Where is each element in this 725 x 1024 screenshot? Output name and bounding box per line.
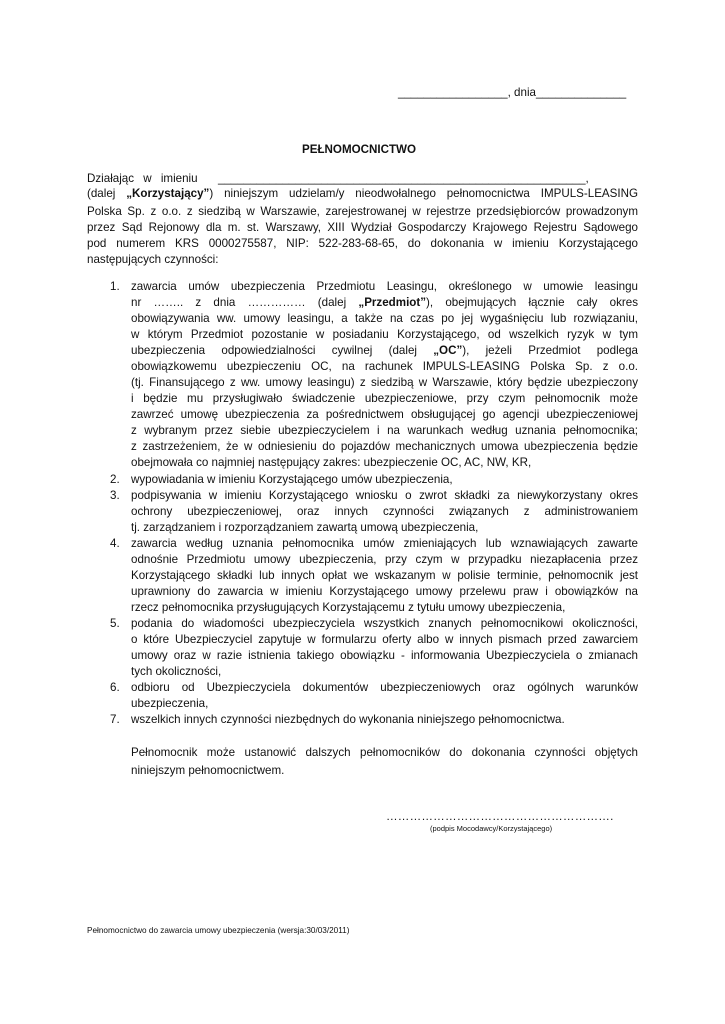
item-1-line-1: zawarcia umów ubezpieczenia Przedmiotu Leasingu, określonego w umowie leasingu [131, 280, 638, 293]
item-3-number: 3. [110, 489, 120, 502]
intro-line-3: Polska Sp. z o.o. z siedzibą w Warszawie, zarejestrowanej w rejestrze przedsiębiorców prowadzonym [87, 205, 638, 218]
item-4-line-3: Korzystającego składki lub innych opłat we wskazanym w polisie terminie, pełnomocnik jest [131, 569, 638, 582]
place-date-line: _________________, dnia______________ [398, 86, 627, 99]
item-1-number: 1. [110, 280, 120, 293]
intro-line-4: przez Sąd Rejonowy dla m. st. Warszawy, XIII Wydział Gospodarczy Krajowego Rejestru Sądowego [87, 221, 638, 234]
item-1-line-5-post: ), jeżeli Przedmiot podlega [462, 344, 638, 357]
item-4-number: 4. [110, 537, 120, 550]
footer-version: Pełnomocnictwo do zawarcia umowy ubezpieczenia (wersja:30/03/2011) [87, 926, 350, 935]
item-6-number: 6. [110, 681, 120, 694]
signature-caption: (podpis Mocodawcy/Korzystającego) [430, 824, 553, 833]
item-5-line-2: o które Ubezpieczyciel zapytuje w formularzu oferty albo w innych pismach przed zawarciem [131, 633, 638, 646]
item-1-line-7: (tj. Finansującego z ww. umowy leasingu) z siedzibą w Warszawie, który będzie ubezpieczony [131, 376, 638, 389]
item-4-line-2: odnośnie Przedmiotu umowy ubezpieczenia, przy czym w przypadku niezapłacenia przez [131, 553, 638, 566]
intro-line-6: następujących czynności: [87, 253, 219, 266]
item-1-line-5-pre: ubezpieczenia odpowiedzialności cywilnej (dalej [131, 344, 434, 357]
item-1-line-12: obejmowała co najmniej następujący zakres: ubezpieczenie OC, AC, NW, KR, [131, 456, 532, 469]
intro-line-5: pod numerem KRS 0000275587, NIP: 522-283-68-65, do dokonania w imieniu Korzystającego [87, 237, 638, 250]
intro-line-2-pre: (dalej [87, 187, 127, 200]
item-5-line-3: umowy oraz w razie istnienia takiego obowiązku - informowania Ubezpieczyciela o zmianach [131, 649, 638, 662]
item-1-line-6: obowiązkowemu ubezpieczeniu OC, na rachunek IMPULS-LEASING Polska Sp. z o.o. [131, 360, 638, 373]
korzystajacy-term: „Korzystający” [126, 187, 210, 200]
closing-line-1: Pełnomocnik może ustanowić dalszych pełnomocników do dokonania czynności objętych [131, 746, 638, 759]
item-4-line-5: rzecz pełnomocnika przysługujących Korzystającemu z tytułu umowy ubezpieczenia, [131, 601, 566, 614]
item-4-line-4: uprawniony do zawarcia w imieniu Korzystającego umowy przelewu praw i obowiązków na [131, 585, 638, 598]
principal-name-blank: _________________________________________________________, [218, 172, 589, 185]
item-3-line-2: ochrony ubezpieczeniowej, oraz innych czynności związanych z administrowaniem [131, 505, 638, 518]
oc-term: „OC” [433, 344, 463, 357]
item-5-line-1: podania do wiadomości ubezpieczyciela wszystkich znanych pełnomocnikowi okoliczności, [131, 617, 638, 630]
signature-line: …………………………………………………. [386, 810, 614, 823]
item-2-number: 2. [110, 473, 120, 486]
item-1-line-3: obowiązywania ww. umowy leasingu, a także na czas po jej wygaśnięciu lub rozwiązaniu, [131, 312, 638, 325]
item-5-number: 5. [110, 617, 120, 630]
item-1-line-4: w którym Przedmiot pozostanie w posiadaniu Korzystającego, od wszelkich ryzyk w tym [131, 328, 638, 341]
intro-line-2-post: ) niniejszym udzielam/y nieodwołalnego pełnomocnictwa IMPULS-LEASING [209, 187, 639, 200]
przedmiot-term: „Przedmiot” [358, 296, 427, 309]
item-1-line-2-post: ), obejmujących łącznie cały okres [426, 296, 638, 309]
item-3-line-1: podpisywania w imieniu Korzystającego wniosku o zwrot składki za niewykorzystany okres [131, 489, 638, 502]
item-6-line-2: ubezpieczenia, [131, 697, 209, 710]
item-1-line-8: i będzie mu przysługiwało świadczenie ubezpieczeniowe, przy czym pełnomocnik może [131, 392, 638, 405]
item-1-line-10: z wybranym przez siebie ubezpieczycielem i na warunkach według uznania pełnomocnika; [131, 424, 638, 437]
document-title: PEŁNOMOCNICTWO [302, 143, 416, 156]
item-2-line-1: wypowiadania w imieniu Korzystającego umów ubezpieczenia, [131, 473, 453, 486]
item-1-line-11: z zastrzeżeniem, że w odniesieniu do pojazdów mechanicznych umowa ubezpieczenia będzie [131, 440, 638, 453]
item-1-line-2-pre: nr …….. z dnia …………… (dalej [131, 296, 359, 309]
item-1-line-9: zawrzeć umowę ubezpieczenia za pośrednictwem obsługującej go agencji ubezpieczeniowej [131, 408, 638, 421]
item-1-line-2 [131, 296, 638, 309]
item-7-number: 7. [110, 713, 120, 726]
item-3-line-3: tj. zarządzaniem i rozporządzaniem zawartą umową ubezpieczenia, [131, 521, 479, 534]
closing-line-2: niniejszym pełnomocnictwem. [131, 764, 285, 777]
intro-line-2 [87, 187, 638, 200]
item-5-line-4: tych okoliczności, [131, 665, 222, 678]
item-7-line-1: wszelkich innych czynności niezbędnych do wykonania niniejszego pełnomocnictwa. [131, 713, 565, 726]
intro-label: Działając w imieniu [87, 172, 198, 185]
item-6-line-1: odbioru od Ubezpieczyciela dokumentów ubezpieczeniowych oraz ogólnych warunków [131, 681, 638, 694]
item-4-line-1: zawarcia według uznania pełnomocnika umów zmieniających lub wznawiających zawarte [131, 537, 638, 550]
item-1-line-5 [131, 344, 638, 357]
